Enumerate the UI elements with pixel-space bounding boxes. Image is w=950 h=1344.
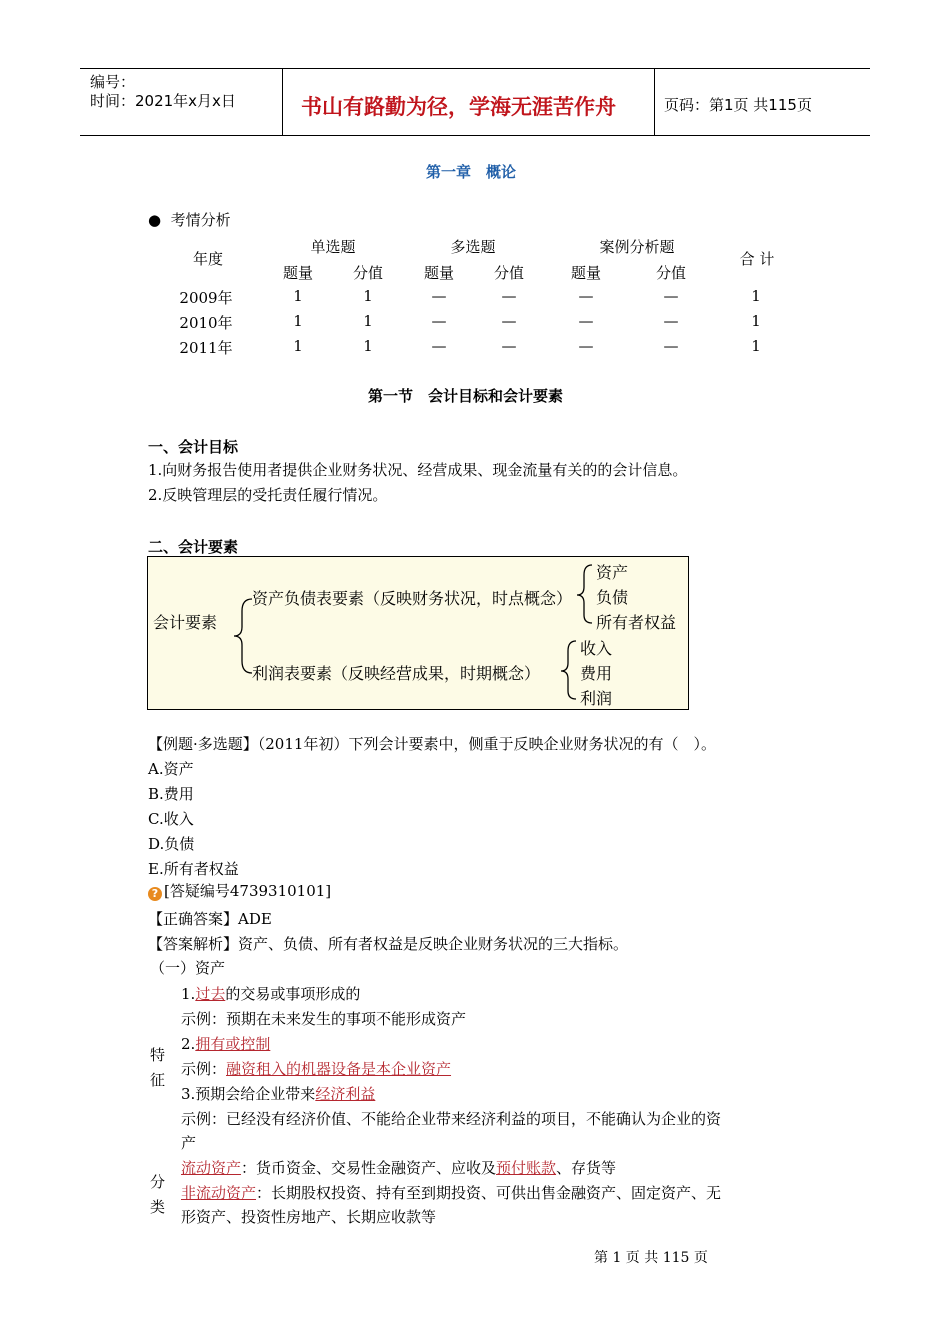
highlight-text: 过去: [195, 985, 226, 1003]
row-total: 1: [751, 312, 761, 330]
feature-label-char: 特: [150, 1046, 166, 1064]
class-noncurrent: [181, 1181, 721, 1206]
bullet-icon: ●: [148, 211, 162, 229]
group-case: 案例分析题: [599, 238, 675, 256]
row-year: 2011年: [179, 339, 233, 357]
text: 、存货等: [556, 1159, 617, 1177]
subheader: 题量: [570, 264, 601, 282]
page-footer: 第 1 页 共 115 页: [594, 1250, 708, 1266]
header-top-rule: [80, 68, 870, 69]
highlight-text: 非流动资产: [181, 1184, 257, 1202]
text: 3.预期会给企业带来: [181, 1085, 316, 1103]
feature-3: [181, 1082, 375, 1107]
feature-1-example: 示例：预期在未来发生的事项不能形成资产: [181, 1010, 467, 1028]
highlight-text: 拥有或控制: [195, 1035, 271, 1053]
row-cell: —: [663, 287, 679, 305]
highlight-text: 经济利益: [315, 1085, 376, 1103]
diagram-item: 费用: [580, 664, 613, 683]
exam-analysis-label: 考情分析: [170, 211, 231, 229]
highlight-text: 流动资产: [181, 1159, 242, 1177]
feature-label: [150, 1043, 165, 1093]
text: 1.: [181, 985, 196, 1003]
example-question: 【例题·多选题】（2011年初）下列会计要素中，侧重于反映企业财务状况的有（ ）。: [148, 735, 716, 753]
diagram-item: 所有者权益: [596, 613, 677, 632]
row-cell: —: [501, 337, 517, 355]
class-current: [181, 1156, 616, 1181]
text: 的交易或事项形成的: [225, 985, 361, 1003]
section-title: 第一节 会计目标和会计要素: [368, 387, 564, 405]
highlight-text: 融资租入的机器设备是本企业资产: [226, 1060, 452, 1078]
feature-2: [181, 1032, 270, 1057]
elements-diagram: [147, 556, 689, 710]
exam-analysis-heading: [148, 208, 231, 233]
header-page-info: 页码：第1页 共115页: [664, 96, 812, 114]
option-item: A.资产: [148, 760, 194, 778]
header-bottom-rule: [80, 135, 870, 136]
diagram-item: 收入: [580, 639, 613, 658]
row-cell: —: [431, 337, 447, 355]
header-motto: 书山有路勤为径，学海无涯苦作舟: [301, 95, 616, 119]
class-label: [150, 1170, 165, 1220]
row-cell: —: [578, 337, 594, 355]
qa-id: [148, 879, 331, 904]
option-item: D.负债: [148, 835, 195, 853]
diagram-item: 资产: [596, 563, 629, 582]
row-cell: 1: [293, 337, 303, 355]
header-number: 编号：: [90, 73, 136, 91]
text: 示例：: [181, 1060, 227, 1078]
subheader: 题量: [423, 264, 454, 282]
highlight-text: 预付账款: [496, 1159, 557, 1177]
diagram-item: 利润: [580, 689, 613, 708]
goals-heading: 一、会计目标: [148, 438, 239, 456]
subheader: 分值: [352, 264, 383, 282]
col-total: 合 计: [739, 250, 775, 268]
qa-id-text: [答疑编号4739310101]: [164, 882, 332, 900]
group-single: 单选题: [310, 238, 356, 256]
row-total: 1: [751, 287, 761, 305]
row-cell: —: [578, 312, 594, 330]
text: ：货币资金、交易性金融资产、应收及: [241, 1159, 497, 1177]
option-item: B.费用: [148, 785, 194, 803]
feature-2-example: [181, 1057, 451, 1082]
row-cell: —: [663, 312, 679, 330]
header-divider-right: [654, 68, 655, 136]
subheader: 分值: [493, 264, 524, 282]
diagram-root: 会计要素: [153, 613, 218, 632]
row-cell: —: [501, 287, 517, 305]
answer-analysis: 【答案解析】资产、负债、所有者权益是反映企业财务状况的三大指标。: [148, 935, 629, 953]
text: 2.: [181, 1035, 196, 1053]
row-cell: 1: [293, 312, 303, 330]
class-noncurrent-cont: 形资产、投资性房地产、长期应收款等: [181, 1208, 437, 1226]
row-cell: —: [431, 287, 447, 305]
row-year: 2009年: [179, 289, 233, 307]
feature-label-char: 征: [150, 1071, 166, 1089]
group-multi: 多选题: [450, 238, 496, 256]
class-label-char: 类: [150, 1198, 166, 1216]
class-label-char: 分: [150, 1173, 166, 1191]
subheader: 分值: [655, 264, 686, 282]
feature-3-example: 示例：已经没有经济价值、不能给企业带来经济利益的项目，不能确认为企业的资: [181, 1110, 722, 1128]
option-item: C.收入: [148, 810, 194, 828]
question-icon[interactable]: ?: [148, 887, 162, 901]
goal-item: 2.反映管理层的受托责任履行情况。: [148, 486, 388, 504]
header-date: 时间：2021年x月x日: [90, 92, 236, 110]
feature-1: [181, 982, 360, 1007]
row-cell: 1: [363, 287, 373, 305]
header-divider-left: [282, 68, 283, 136]
row-cell: —: [663, 337, 679, 355]
row-cell: 1: [363, 312, 373, 330]
row-total: 1: [751, 337, 761, 355]
goal-item: 1.向财务报告使用者提供企业财务状况、经营成果、现金流量有关的的会计信息。: [148, 461, 688, 479]
row-year: 2010年: [179, 314, 233, 332]
diagram-branch-balance: 资产负债表要素（反映财务状况，时点概念）: [252, 589, 573, 608]
row-cell: 1: [363, 337, 373, 355]
diagram-branch-income: 利润表要素（反映经营成果，时期概念）: [252, 664, 541, 683]
assets-heading: （一）资产: [150, 959, 226, 977]
feature-3-example-cont: 产: [181, 1134, 197, 1152]
option-item: E.所有者权益: [148, 860, 239, 878]
text: ：长期股权投资、持有至到期投资、可供出售金融资产、固定资产、无: [256, 1184, 722, 1202]
elements-heading: 二、会计要素: [148, 538, 239, 556]
row-cell: —: [501, 312, 517, 330]
subheader: 题量: [282, 264, 313, 282]
diagram-item: 负债: [596, 588, 629, 607]
col-year: 年度: [192, 250, 223, 268]
chapter-title: 第一章 概论: [426, 163, 517, 181]
row-cell: —: [578, 287, 594, 305]
row-cell: —: [431, 312, 447, 330]
correct-answer: 【正确答案】ADE: [148, 910, 272, 928]
row-cell: 1: [293, 287, 303, 305]
